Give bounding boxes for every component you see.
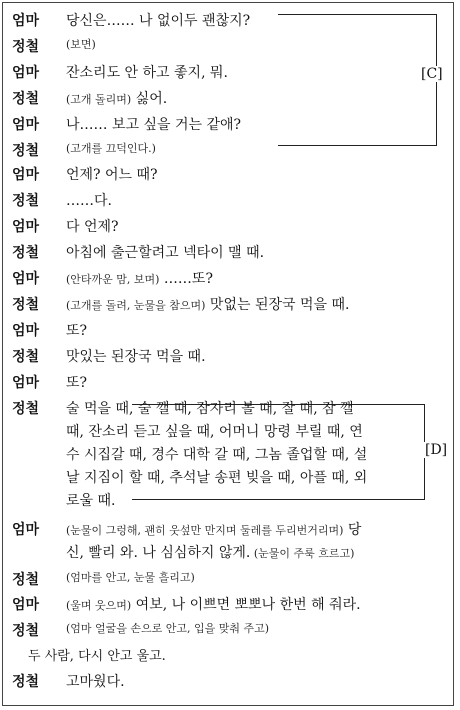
speaker-label: 정철 xyxy=(12,297,40,313)
long-line-row: 때, 잔소리 듣고 싶을 때, 어머니 망령 부릴 때, 연 xyxy=(66,424,363,440)
stage-direction: (눈물이 주룩 흐르고) xyxy=(250,547,355,560)
dialogue: 당 xyxy=(343,522,362,538)
speaker-label: 엄마 xyxy=(12,375,40,391)
stage-direction: (엄마를 안고, 눈물 흘리고) xyxy=(66,571,195,584)
stage-direction: (눈물이 그렁해, 괜히 웃섶만 만지며 둘레를 두리번거리며) xyxy=(66,524,344,537)
dialogue: 언제? 어느 때? xyxy=(66,167,158,183)
line-text xyxy=(66,164,158,184)
line-text xyxy=(66,372,87,392)
line-text xyxy=(66,36,96,52)
speaker-label: 엄마 xyxy=(12,167,40,183)
speaker-label: 엄마 xyxy=(12,323,40,339)
dialogue: 또? xyxy=(66,375,88,391)
stage-direction: (고개를 끄덕인다.) xyxy=(66,142,156,155)
speaker-label: 정철 xyxy=(12,572,40,588)
dialogue: 나…… 보고 싶을 거는 같애? xyxy=(66,117,242,133)
line-text xyxy=(66,140,156,156)
line-text xyxy=(66,88,167,108)
dialogue: 고마웠다. xyxy=(66,674,125,690)
line-text xyxy=(66,320,87,340)
speaker-label: 정철 xyxy=(12,349,40,365)
speaker-label: 정철 xyxy=(12,143,40,159)
line-text xyxy=(66,62,228,82)
bracket-d-label: [D] xyxy=(425,442,448,458)
speaker-label: 엄마 xyxy=(12,597,40,613)
stage-direction: (보면) xyxy=(66,38,96,51)
speaker-label: 엄마 xyxy=(12,271,40,287)
speaker-label: 엄마 xyxy=(12,522,40,538)
speaker-label: 정철 xyxy=(12,245,40,261)
stage-direction: (안타까운 맘, 보며) xyxy=(66,273,160,286)
stage-direction: (고개를 돌려, 눈물을 참으며) xyxy=(66,299,206,312)
dialogue: 당신은…… 나 없이두 괜찮지? xyxy=(66,13,251,29)
line-text xyxy=(66,519,361,539)
speaker-label: 정철 xyxy=(12,401,40,417)
speaker-label: 정철 xyxy=(12,39,40,55)
long-line-row: 술 먹을 때, 술 깰 때, 잠자리 볼 때, 잘 때, 잠 깰 xyxy=(66,401,354,417)
speaker-label: 엄마 xyxy=(12,65,40,81)
dialogue: 다 언제? xyxy=(66,219,119,235)
line-text xyxy=(66,294,349,314)
line-text xyxy=(66,10,250,30)
speaker-label: 엄마 xyxy=(12,219,40,235)
long-line-row: 수 시집갈 때, 경수 대학 갈 때, 그놈 졸업할 때, 설 xyxy=(66,447,368,463)
dialogue: 싫어. xyxy=(131,91,168,107)
speaker-label: 정철 xyxy=(12,91,40,107)
long-line-row: 날 지짐이 할 때, 추석날 송편 빚을 때, 아플 때, 외 xyxy=(66,470,368,486)
line-text xyxy=(66,242,264,262)
dialogue: 신, 빨리 와. 나 심심하지 않게. xyxy=(66,545,251,561)
dialogue: 아침에 출근할려고 넥타이 맬 때. xyxy=(66,245,265,261)
line-text xyxy=(66,114,241,134)
line-text xyxy=(66,542,354,562)
speaker-label: 엄마 xyxy=(12,117,40,133)
bracket-c xyxy=(278,14,437,146)
line-text xyxy=(66,594,361,614)
line-text xyxy=(66,569,195,585)
dialogue: 여보, 나 이쁘면 뽀뽀나 한번 해 줘라. xyxy=(131,597,361,613)
speaker-label: 정철 xyxy=(12,674,40,690)
speaker-label: 정철 xyxy=(12,193,40,209)
stage-direction: (고개 돌리며) xyxy=(66,93,132,106)
stage-direction: (엄마 얼굴을 손으로 안고, 입을 맞춰 주고) xyxy=(66,622,270,635)
dialogue: 또? xyxy=(66,323,88,339)
line-text xyxy=(66,216,119,236)
line-text xyxy=(66,620,269,636)
speaker-label: 정철 xyxy=(12,623,40,639)
bracket-c-label: [C] xyxy=(421,66,443,82)
narration: 두 사람, 다시 안고 울고. xyxy=(28,649,166,664)
dialogue: ……다. xyxy=(66,193,112,209)
speaker-label: 엄마 xyxy=(12,13,40,29)
stage-direction: (울며 웃으며) xyxy=(66,599,132,612)
dialogue: 잔소리도 안 하고 좋지, 뭐. xyxy=(66,65,228,81)
dialogue: ……또? xyxy=(159,271,213,287)
line-text xyxy=(66,190,112,210)
line-text xyxy=(66,268,213,288)
dialogue: 맛없는 된장국 먹을 때. xyxy=(205,297,350,313)
dialogue: 맛있는 된장국 먹을 때. xyxy=(66,349,206,365)
long-line-row: 로울 때. xyxy=(66,493,116,509)
line-text xyxy=(66,346,206,366)
